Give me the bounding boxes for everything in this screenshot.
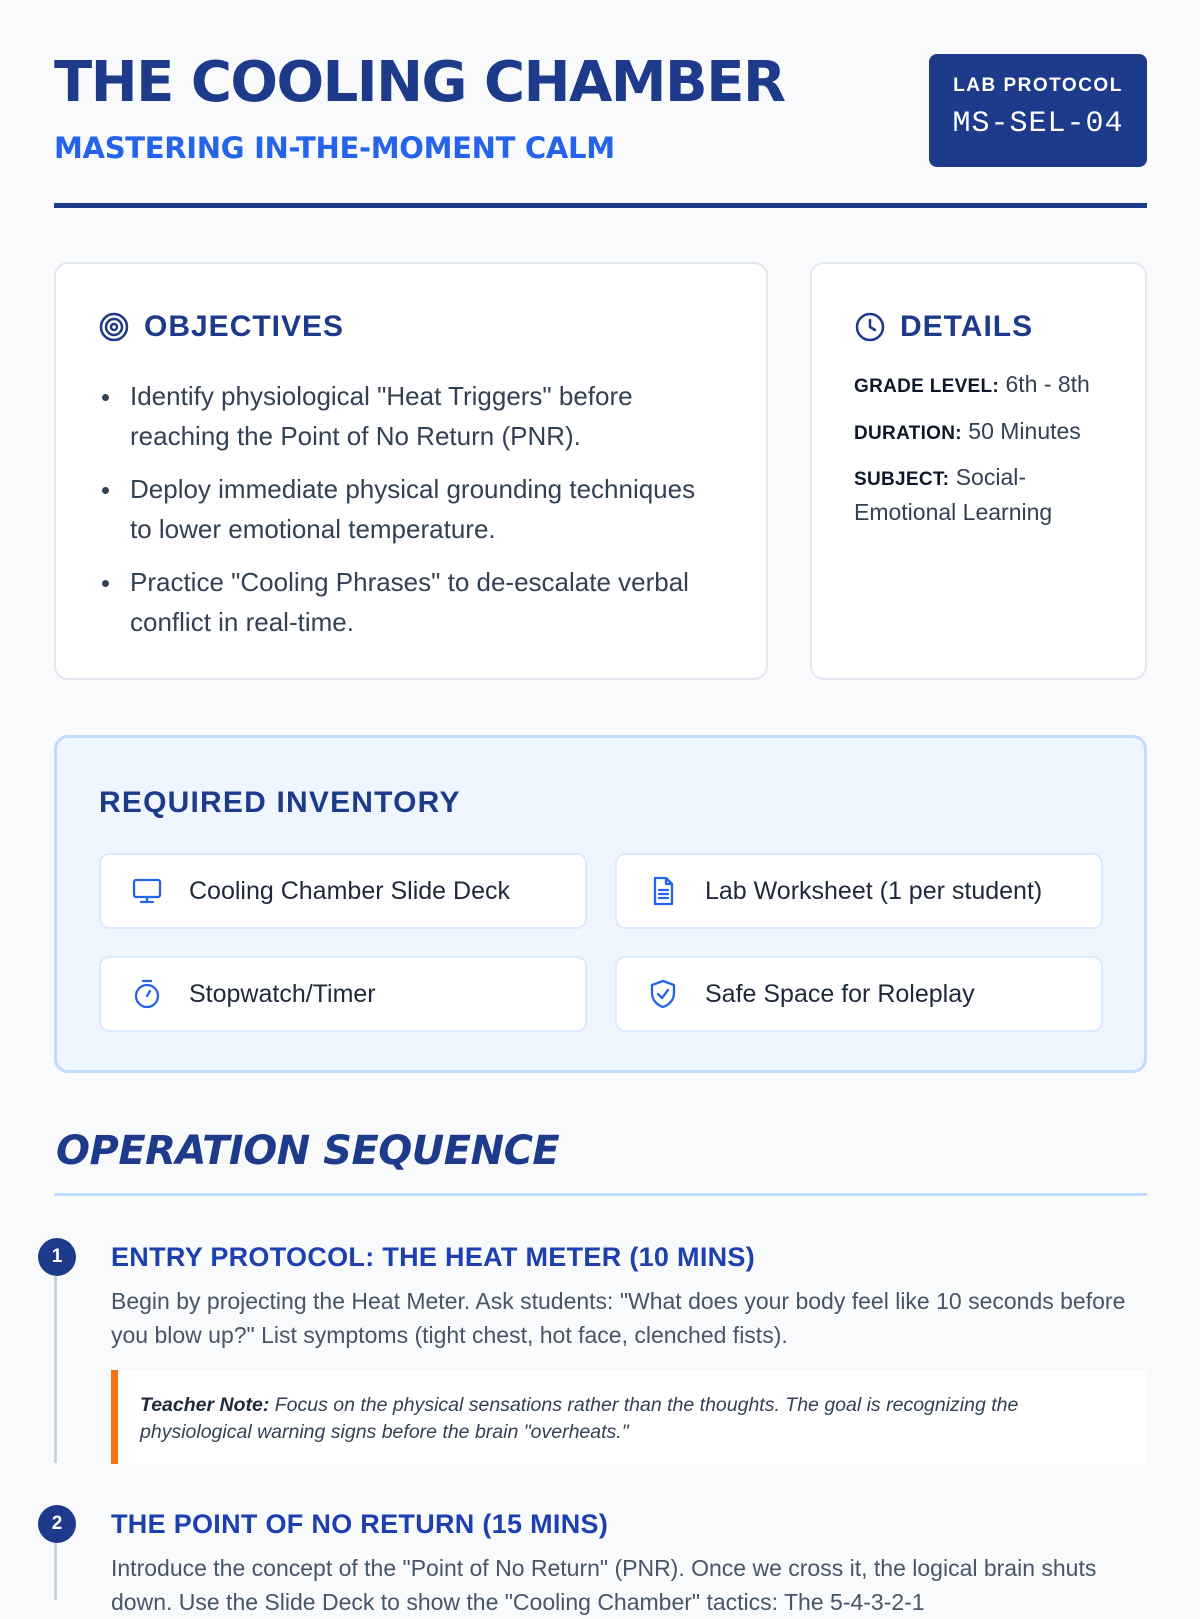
list-item: Deploy immediate physical grounding techniques to lower emotional temperature. — [98, 469, 716, 549]
target-icon — [98, 311, 130, 343]
step-number-badge: 1 — [38, 1238, 76, 1276]
inventory-item-label: Lab Worksheet (1 per student) — [705, 876, 1043, 905]
timeline-line — [54, 1536, 57, 1600]
inventory-item-label: Stopwatch/Timer — [189, 979, 376, 1008]
teacher-note-label: Teacher Note: — [140, 1394, 270, 1416]
step-description: Begin by projecting the Heat Meter. Ask students: "What does your body feel like 10 seconds before you blow up?" List symptoms (tight chest, hot face, clenched fists). — [111, 1288, 1126, 1348]
objectives-list — [98, 376, 716, 655]
duration-label: DURATION: — [854, 423, 962, 444]
inventory-heading: REQUIRED INVENTORY — [99, 786, 461, 819]
badge-code: MS-SEL-04 — [952, 107, 1124, 141]
objectives-heading: OBJECTIVES — [144, 310, 345, 343]
duration-row — [854, 415, 1115, 450]
step-title: THE POINT OF NO RETURN (15 MINS) — [111, 1509, 609, 1539]
inventory-item — [615, 956, 1103, 1032]
shield-check-icon — [647, 978, 679, 1010]
teacher-note-text: Focus on the physical sensations rather than the thoughts. The goal is recognizing the physiological warning signs before the brain "overheats." — [140, 1394, 1019, 1443]
document-icon — [647, 875, 679, 907]
grade-level-label: GRADE LEVEL: — [854, 376, 1000, 397]
monitor-icon — [131, 875, 163, 907]
subject-label: SUBJECT: — [854, 469, 950, 490]
grade-level-row — [854, 368, 1115, 403]
page-subtitle: MASTERING IN-THE-MOMENT CALM — [54, 131, 615, 165]
inventory-item — [615, 853, 1103, 929]
details-heading: DETAILS — [900, 310, 1034, 343]
step-title: ENTRY PROTOCOL: THE HEAT METER (10 MINS) — [111, 1242, 756, 1272]
details-header — [854, 310, 1033, 344]
required-inventory — [54, 735, 1147, 1073]
protocol-badge — [929, 54, 1147, 167]
page-title: THE COOLING CHAMBER — [54, 50, 785, 115]
stopwatch-icon — [131, 978, 163, 1010]
header — [54, 0, 1147, 208]
clock-icon — [854, 311, 886, 343]
objectives-header — [98, 310, 344, 344]
badge-label: LAB PROTOCOL — [953, 75, 1123, 96]
step-description: Introduce the concept of the "Point of No Return" (PNR). Once we cross it, the logical brain shuts down. Use the Slide Deck to show the "Cooling Chamber" tactics: The 5-4-3-2-1 — [111, 1555, 1097, 1615]
inventory-item-label: Safe Space for Roleplay — [705, 979, 975, 1008]
subject-value: Social-Emotional Learning — [854, 464, 1053, 525]
details-card — [810, 262, 1147, 680]
list-item: Practice "Cooling Phrases" to de-escalate verbal conflict in real-time. — [98, 562, 716, 642]
grade-level-value: 6th - 8th — [1005, 371, 1090, 397]
sequence-divider — [54, 1193, 1147, 1196]
lesson-plan-page — [51, 0, 1147, 1615]
step-number-badge: 2 — [38, 1505, 76, 1543]
subject-row — [854, 461, 1115, 529]
sequence-heading: OPERATION SEQUENCE — [56, 1128, 560, 1174]
inventory-item-label: Cooling Chamber Slide Deck — [189, 876, 510, 905]
duration-value: 50 Minutes — [968, 418, 1081, 444]
teacher-note — [111, 1370, 1147, 1464]
objectives-card — [54, 262, 768, 680]
timeline-line — [54, 1276, 57, 1463]
inventory-item — [99, 853, 587, 929]
inventory-item — [99, 956, 587, 1032]
list-item: Identify physiological "Heat Triggers" before reaching the Point of No Return (PNR). — [98, 376, 716, 456]
